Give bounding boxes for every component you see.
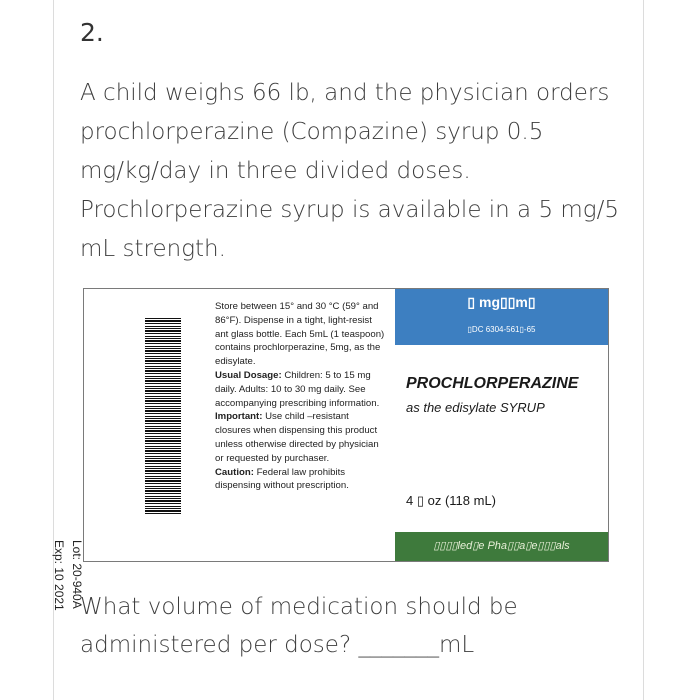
barcode-image	[145, 318, 181, 516]
strength-header: ▯ mg▯▯m▯	[467, 294, 536, 310]
drug-name: PROCHLORPERAZINE	[406, 375, 579, 392]
problem-line: prochlorperazine (Compazine) syrup 0.5	[80, 119, 544, 145]
usual-dosage-text: Children: 5 to 15 mg daily. Adults: 10 to 30 mg daily. See accompanying prescribing information.	[215, 369, 380, 409]
important-heading: Important:	[215, 411, 263, 423]
expiration-date: Exp: 10 2021	[52, 540, 66, 611]
volume-text: 4 ▯ oz (118 mL)	[406, 493, 497, 508]
storage-text: Store between 15° and 30 °C (59° and 86°F). Dispense in a tight, light-resist ant glass bottle. Each 5mL (1 teaspoon) contains prochlorperazine, 5mg, as the edisylate.	[215, 301, 385, 368]
question-number: 2.	[80, 18, 104, 47]
label-info-text	[215, 300, 385, 493]
problem-line: Prochlorperazine syrup is available in a 5 mg/5	[80, 197, 619, 223]
caution-heading: Caution:	[215, 466, 254, 478]
lot-number: Lot: 20-940A	[70, 540, 84, 609]
problem-statement	[80, 74, 625, 269]
question-line: administered per dose? _______mL	[80, 632, 475, 658]
question-line: What volume of medication should be	[80, 594, 518, 620]
problem-line: mL strength.	[80, 236, 226, 262]
strength-header-box	[395, 289, 608, 345]
problem-line: A child weighs 66 lb, and the physician orders	[80, 80, 610, 106]
caution-text: Federal law prohibits dispensing without prescription.	[215, 466, 349, 492]
drug-form: as the edisylate SYRUP	[406, 400, 545, 415]
usual-dosage-heading: Usual Dosage:	[215, 369, 282, 381]
right-border-line	[643, 0, 644, 700]
problem-line: mg/kg/day in three divided doses.	[80, 158, 471, 184]
manufacturer-box	[395, 532, 608, 561]
important-text: Use child –resistant closures when dispensing this product unless otherwise directed by physician or requested by purchaser.	[215, 411, 379, 464]
ndc-number: ▯DC 6304-561▯-65	[467, 325, 536, 334]
manufacturer-name: ▯▯▯▯led▯e Pha▯▯a▯e▯▯▯als	[433, 540, 570, 552]
question-prompt	[80, 588, 625, 664]
